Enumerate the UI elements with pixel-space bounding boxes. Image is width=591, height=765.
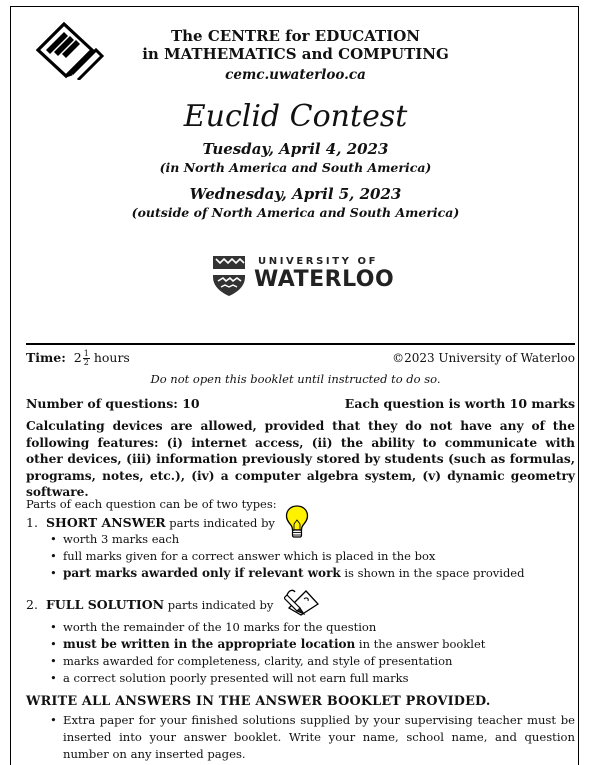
bullet-text: marks awarded for completeness, clarity, and style of presentation (63, 654, 453, 668)
short-answer-heading (26, 515, 275, 531)
org-line-1: The CENTRE for EDUCATION (170, 27, 421, 45)
short-answer-bullets (50, 531, 524, 582)
time-unit: hours (93, 350, 130, 365)
question-worth: Each question is worth 10 marks (344, 396, 575, 411)
date-north-america: Tuesday, April 4, 2023 (202, 140, 389, 158)
list-item (50, 636, 485, 653)
parts-intro: Parts of each question can be of two types: (26, 497, 277, 511)
bullet-bold-text: must be written in the appropriate location (63, 637, 356, 651)
time-label: Time: (26, 350, 66, 365)
university-of-text: UNIVERSITY OF (258, 256, 379, 267)
university-crest-icon (212, 255, 246, 297)
section-indicated: parts indicated by (165, 516, 275, 530)
time-row (26, 350, 575, 367)
section-number: 1. (26, 515, 38, 530)
section-title: FULL SOLUTION (46, 597, 165, 612)
fraction-denominator: 2 (83, 358, 89, 367)
org-line-2: in MATHEMATICS and COMPUTING (142, 45, 449, 63)
booklet-notice: Do not open this booklet until instructed to do so. (150, 372, 441, 386)
bullet-text: in the answer booklet (355, 637, 486, 651)
list-item (50, 565, 524, 582)
extra-paper-note (50, 712, 575, 763)
list-item (50, 653, 485, 670)
extra-paper-text: Extra paper for your finished solutions supplied by your supervising teacher must be inserted into your answer booklet. Write your name, school name, and question number on any inserted pages. (63, 713, 575, 761)
list-item (50, 670, 485, 687)
copyright: ©2023 University of Waterloo (392, 351, 575, 365)
bullet-text: worth 3 marks each (63, 532, 180, 546)
number-of-questions: Number of questions: 10 (26, 396, 200, 411)
section-indicated: parts indicated by (164, 598, 274, 612)
pencil-icon (284, 586, 320, 616)
questions-row (26, 396, 575, 412)
bullet-bold-text: part marks awarded only if relevant work (63, 566, 341, 580)
bullet-text: a correct solution poorly presented will not earn full marks (63, 671, 409, 685)
fraction-numerator: 1 (83, 349, 89, 358)
list-item (50, 531, 524, 548)
time-whole: 2 (73, 350, 82, 365)
waterloo-text: WATERLOO (254, 267, 395, 292)
website-url: cemc.uwaterloo.ca (225, 67, 366, 83)
section-number: 2. (26, 597, 38, 612)
university-logo (212, 255, 395, 299)
bullet-text: is shown in the space provided (340, 566, 525, 580)
write-all-answers: WRITE ALL ANSWERS IN THE ANSWER BOOKLET PROVIDED. (26, 694, 491, 709)
region-north-america: (in North America and South America) (159, 160, 432, 175)
full-solution-bullets (50, 619, 485, 687)
bullet-text: full marks given for a correct answer which is placed in the box (63, 549, 436, 563)
calculator-rules: Calculating devices are allowed, provided that they do not have any of the following features: (i) internet access, (ii) the ability to communicate with other devices, (iii) information previously stored by students (such as formulas, programs, notes, etc.), (iv) a computer algebra system, (v) dynamic geometry software. (26, 419, 575, 499)
list-item (50, 548, 524, 565)
date-outside: Wednesday, April 5, 2023 (189, 185, 402, 203)
full-solution-heading (26, 597, 273, 613)
region-outside: (outside of North America and South America) (131, 205, 460, 220)
time-fraction (83, 350, 90, 367)
section-title: SHORT ANSWER (46, 515, 166, 530)
divider (26, 343, 575, 345)
bullet-text: worth the remainder of the 10 marks for the question (63, 620, 377, 634)
list-item (50, 619, 485, 636)
contest-title: Euclid Contest (183, 99, 408, 134)
